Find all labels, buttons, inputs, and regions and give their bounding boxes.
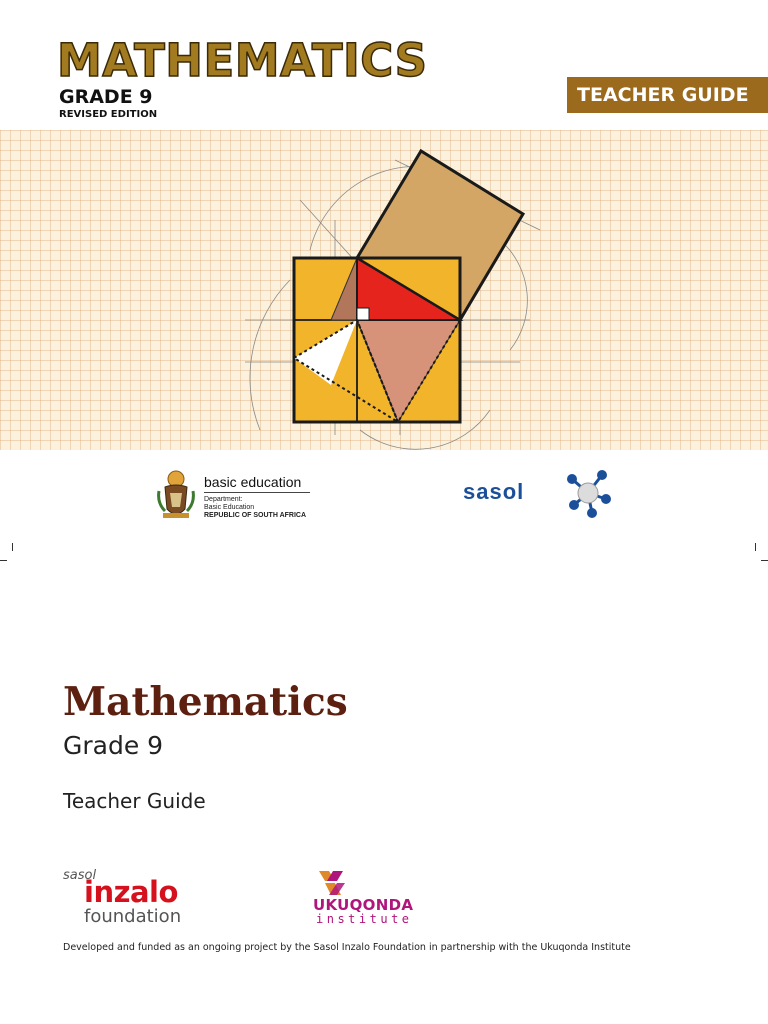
- pythagoras-diagram: [240, 130, 540, 450]
- sasol-logo-text: sasol: [463, 479, 525, 504]
- dbe-line: REPUBLIC OF SOUTH AFRICA: [204, 512, 307, 519]
- page-title: Mathematics: [63, 679, 348, 725]
- logo-strip: [0, 450, 768, 549]
- footer-credit: Developed and funded as an ongoing project by the Sasol Inzalo Foundation in partnership with the Ukuqonda Institute: [63, 942, 631, 953]
- cover-title: MATHEMATICS: [57, 34, 428, 87]
- dbe-name: basic education: [204, 474, 310, 493]
- molecule-icon: [562, 465, 614, 521]
- ukuqonda-logo-icon: [315, 869, 347, 897]
- dbe-line: Department:: [204, 496, 243, 503]
- coat-of-arms-icon: [155, 465, 197, 523]
- cover-edition: REVISED EDITION: [59, 109, 158, 120]
- dbe-line: Basic Education: [204, 504, 255, 511]
- page-grade: Grade 9: [63, 731, 164, 760]
- crop-mark: [755, 543, 756, 551]
- dbe-department-text: [204, 496, 306, 520]
- ukuqonda-logo-subtext: institute: [316, 912, 413, 926]
- crop-mark: [12, 543, 13, 551]
- inzalo-prefix: sasol: [63, 868, 97, 883]
- crop-mark: [0, 560, 7, 561]
- inzalo-logo-text: inzalo: [84, 875, 178, 909]
- crop-mark: [761, 560, 768, 561]
- cover-grade: GRADE 9: [59, 86, 153, 108]
- ukuqonda-logo-text: UKUQONDA: [313, 896, 414, 914]
- teacher-guide-badge: TEACHER GUIDE: [567, 77, 768, 113]
- page-subtitle: Teacher Guide: [63, 789, 206, 813]
- inzalo-suffix: foundation: [84, 906, 182, 927]
